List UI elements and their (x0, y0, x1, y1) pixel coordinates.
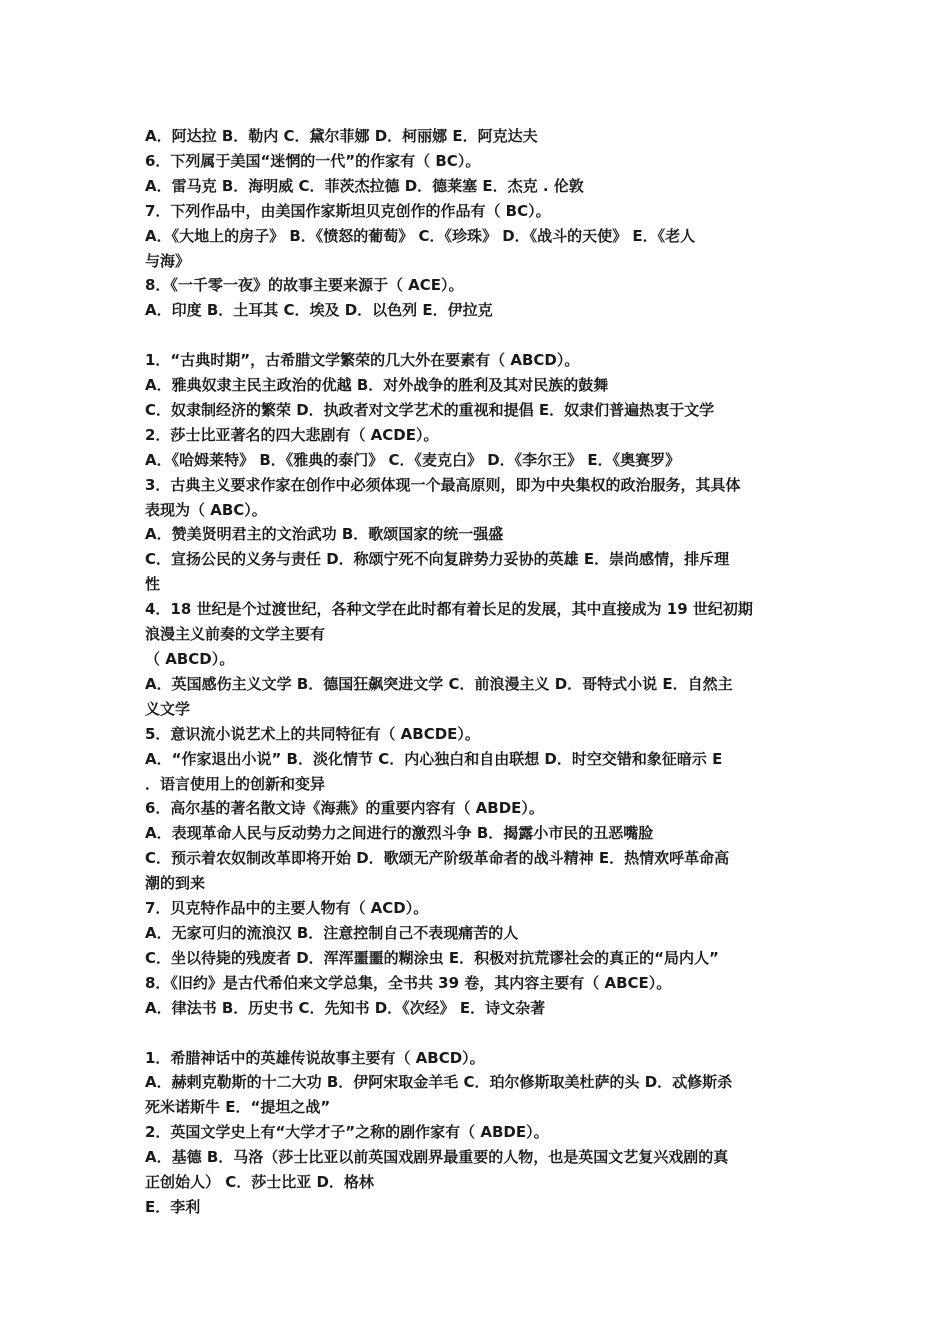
blank-line (145, 323, 813, 348)
text-line: C．预示着农奴制改革即将开始 D．歌颂无产阶级革命者的战斗精神 E．热情欢呼革命高 (145, 849, 730, 868)
text-line: ．语言使用上的创新和变异 (145, 774, 326, 793)
text-line: 表现为（ ABC）。 (145, 500, 267, 519)
text-line: 8．《旧约》是古代希伯来文学总集，全书共 39 卷，其内容主要有（ ABCE）。 (145, 973, 672, 992)
text-line: 6．下列属于美国“迷惘的一代”的作家有（ BC）。 (145, 151, 481, 170)
text-line: A．基德 B．马洛（莎士比亚以前英国戏剧界最重要的人物，也是英国文艺复兴戏剧的真 (145, 1148, 729, 1167)
text-line: 7．下列作品中，由美国作家斯坦贝克创作的作品有（ BC）。 (145, 201, 551, 220)
text-line: 1．希腊神话中的英雄传说故事主要有（ ABCD）。 (145, 1048, 485, 1067)
document-page (145, 124, 813, 1220)
text-line: A．赫剌克勒斯的十二大功 B．伊阿宋取金羊毛 C．珀尔修斯取美杜萨的头 D．忒修斯杀 (145, 1073, 733, 1092)
text-line: E．李利 (145, 1197, 201, 1216)
text-line: 7．贝克特作品中的主要人物有（ ACD）。 (145, 899, 429, 918)
text-line: A．《大地上的房子》 B．《愤怒的葡萄》 C．《珍珠》 D．《战斗的天使》 E．《老人 (145, 226, 696, 245)
text-line: 死米诺斯牛 E．“提坦之战” (145, 1098, 331, 1117)
question-block-2 (145, 348, 813, 1020)
text-line: 2．莎士比亚著名的四大悲剧有（ ACDE）。 (145, 425, 439, 444)
question-block-1 (145, 124, 813, 323)
text-line: 正创始人） C．莎士比亚 D．格林 (145, 1173, 374, 1192)
text-line: 2．英国文学史上有“大学才子”之称的剧作家有（ ABDE）。 (145, 1123, 549, 1142)
text-line: A．律法书 B．历史书 C．先知书 D．《次经》 E．诗文杂著 (145, 998, 546, 1017)
text-line: 1．“古典时期”，古希腊文学繁荣的几大外在要素有（ ABCD）。 (145, 351, 580, 370)
text-line: 8．《一千零一夜》的故事主要来源于（ ACE）。 (145, 276, 464, 295)
text-line: C．宣扬公民的义务与责任 D．称颂宁死不向复辟势力妥协的英雄 E．崇尚感情，排斥理 (145, 550, 730, 569)
text-line: C．奴隶制经济的繁荣 D．执政者对文学艺术的重视和提倡 E．奴隶们普遍热衷于文学 (145, 400, 715, 419)
text-line: A．雅典奴隶主民主政治的优越 B．对外战争的胜利及其对民族的鼓舞 (145, 376, 609, 395)
text-line: 与海》 (145, 251, 191, 270)
blank-line (145, 1021, 813, 1046)
text-line: 6．高尔基的著名散文诗《海燕》的重要内容有（ ABDE）。 (145, 799, 544, 818)
text-line: 义文学 (145, 699, 191, 718)
text-line: A．“作家退出小说” B．淡化情节 C．内心独白和自由联想 D．时空交错和象征暗示 E (145, 749, 723, 768)
text-line: 4．18 世纪是个过渡世纪，各种文学在此时都有着长足的发展，其中直接成为 19 世纪初期 (145, 600, 753, 619)
text-line: A．表现革命人民与反动势力之间进行的激烈斗争 B．揭露小市民的丑恶嘴脸 (145, 824, 654, 843)
text-line: A．赞美贤明君主的文治武功 B．歌颂国家的统一强盛 (145, 525, 504, 544)
text-line: 性 (145, 575, 161, 594)
text-line: （ ABCD）。 (145, 650, 235, 669)
text-line: A．印度 B．土耳其 C．埃及 D．以色列 E．伊拉克 (145, 301, 493, 320)
text-line: C．坐以待毙的残废者 D．浑浑噩噩的糊涂虫 E．积极对抗荒谬社会的真正的“局内人” (145, 948, 719, 967)
text-line: A．阿达拉 B．勒内 C．黛尔菲娜 D．柯丽娜 E．阿克达夫 (145, 127, 538, 145)
text-line: A．无家可归的流浪汉 B．注意控制自己不表现痛苦的人 (145, 923, 519, 942)
text-line: A．雷马克 B．海明威 C．菲茨杰拉德 D．德莱塞 E．杰克 . 伦敦 (145, 176, 584, 195)
text-line: 浪漫主义前奏的文学主要有 (145, 625, 326, 644)
text-line: 3．古典主义要求作家在创作中必须体现一个最高原则，即为中央集权的政治服务，其具体 (145, 475, 741, 494)
text-line: A．《哈姆莱特》 B．《雅典的泰门》 C．《麦克白》 D．《李尔王》 E．《奥赛罗》 (145, 450, 681, 469)
text-line: 潮的到来 (145, 874, 206, 893)
text-line: 5．意识流小说艺术上的共同特征有（ ABCDE）。 (145, 724, 480, 743)
text-line: A．英国感伤主义文学 B．德国狂飙突进文学 C．前浪漫主义 D．哥特式小说 E．自然主 (145, 674, 733, 693)
question-block-3 (145, 1046, 813, 1220)
